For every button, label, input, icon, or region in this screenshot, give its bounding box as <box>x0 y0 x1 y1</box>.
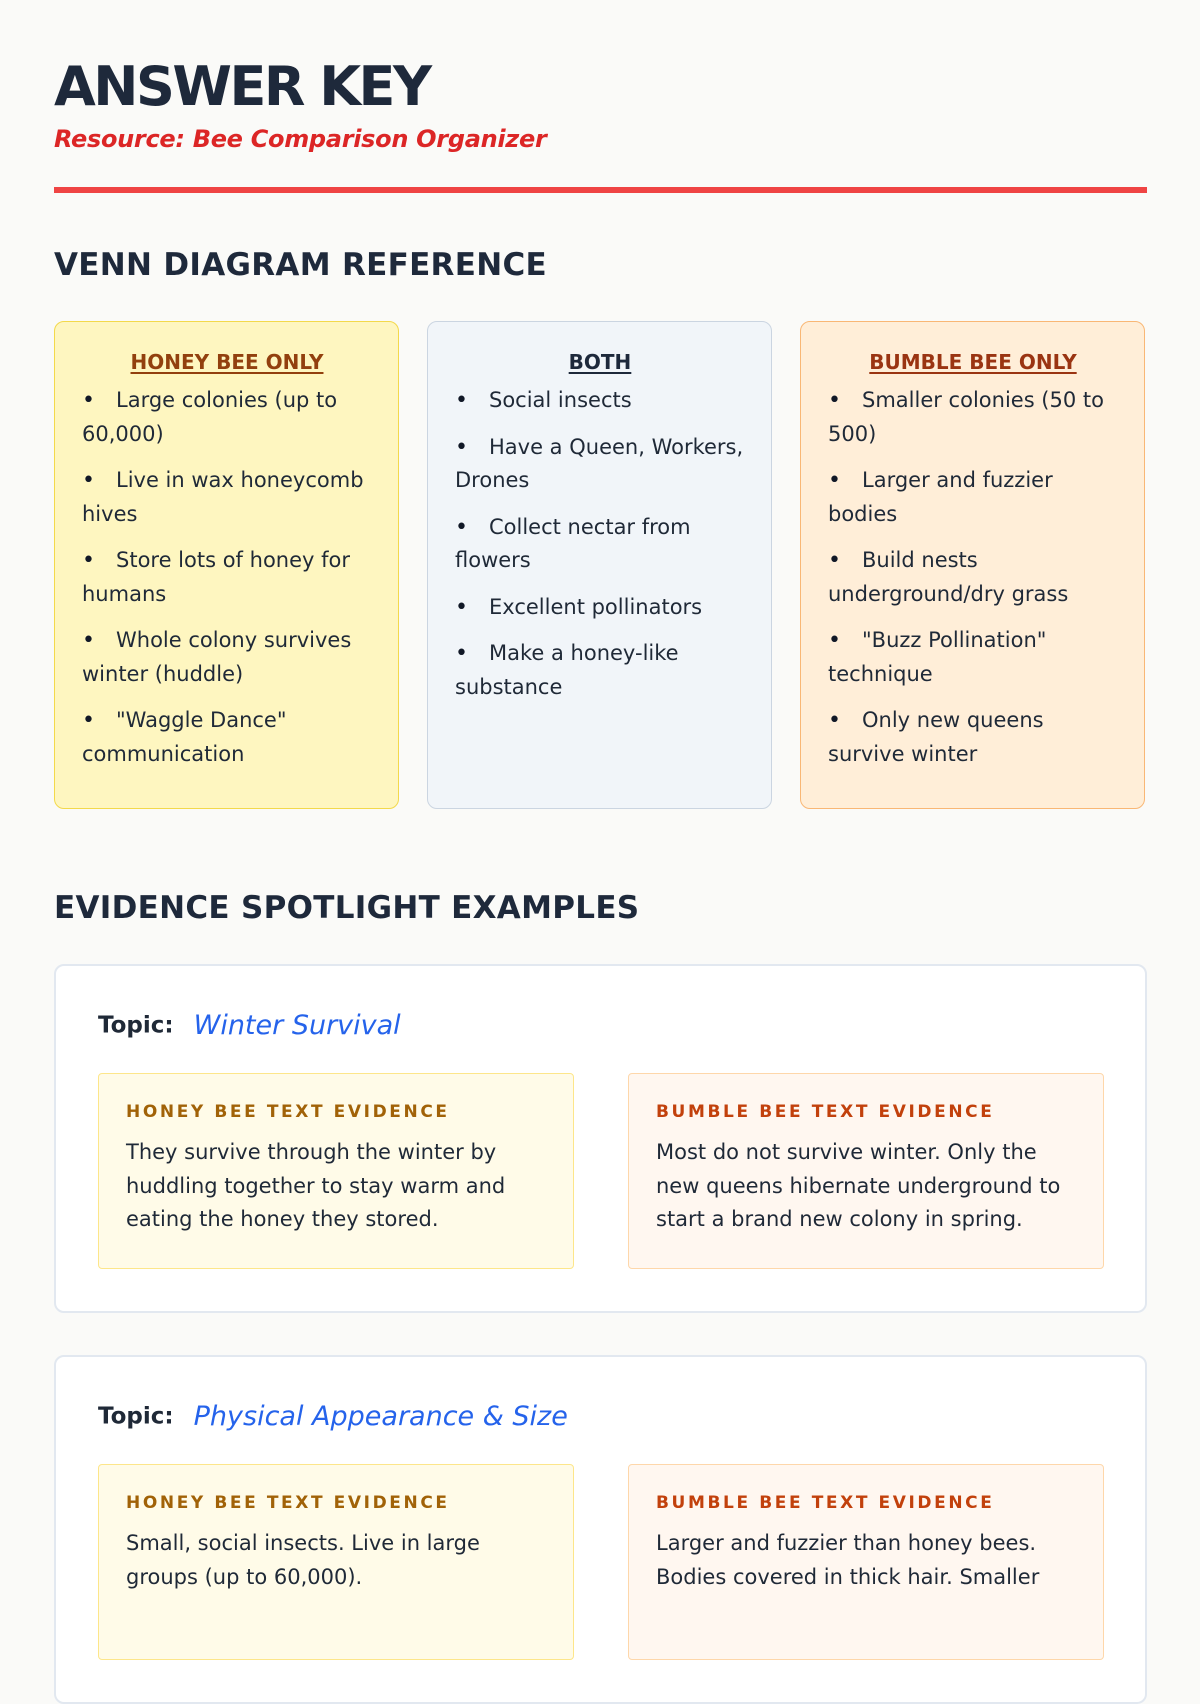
venn-column-honey-bee <box>54 321 399 809</box>
list-item: • Larger and fuzzier bodies <box>828 464 1118 531</box>
list-item: • Excellent pollinators <box>455 591 745 625</box>
list-item: • "Waggle Dance" communication <box>82 704 372 771</box>
header-divider <box>54 187 1147 193</box>
list-item: • Build nests underground/dry grass <box>828 544 1118 611</box>
list-item: • Store lots of honey for humans <box>82 544 372 611</box>
list-item: • Have a Queen, Workers, Drones <box>455 431 745 498</box>
bumble-bee-evidence-text: Most do not survive winter. Only the new queens hibernate underground to start a brand new colony in spring. <box>656 1140 1061 1231</box>
topic-label: Topic: <box>98 1012 174 1039</box>
venn-section-title: VENN DIAGRAM REFERENCE <box>54 247 547 283</box>
honey-bee-evidence-box <box>98 1073 574 1269</box>
venn-list-both <box>455 384 745 704</box>
page-title: ANSWER KEY <box>54 55 430 118</box>
venn-heading-bumble-bee: BUMBLE BEE ONLY <box>869 350 1077 374</box>
topic-row <box>98 1010 401 1046</box>
venn-column-bumble-bee <box>800 321 1145 809</box>
evidence-section-title: EVIDENCE SPOTLIGHT EXAMPLES <box>54 890 640 926</box>
venn-heading-honey-bee: HONEY BEE ONLY <box>130 350 324 374</box>
list-item: • Make a honey-like substance <box>455 637 745 704</box>
topic-value: Winter Survival <box>193 1010 401 1041</box>
list-item: • Large colonies (up to 60,000) <box>82 384 372 451</box>
list-item: • Collect nectar from flowers <box>455 511 745 578</box>
resource-subtitle: Resource: Bee Comparison Organizer <box>54 125 547 153</box>
list-item: • Only new queens survive winter <box>828 704 1118 771</box>
bumble-bee-evidence-heading: BUMBLE BEE TEXT EVIDENCE <box>656 1493 995 1513</box>
list-item: • "Buzz Pollination" technique <box>828 624 1118 691</box>
bumble-bee-evidence-box <box>628 1464 1104 1660</box>
honey-bee-evidence-text: Small, social insects. Live in large groups (up to 60,000). <box>126 1531 480 1589</box>
honey-bee-evidence-heading: HONEY BEE TEXT EVIDENCE <box>126 1102 450 1122</box>
venn-list-honey-bee <box>82 384 372 771</box>
evidence-card-winter-survival <box>54 964 1147 1313</box>
bumble-bee-evidence-heading: BUMBLE BEE TEXT EVIDENCE <box>656 1102 995 1122</box>
venn-column-both <box>427 321 772 809</box>
bumble-bee-evidence-box <box>628 1073 1104 1269</box>
venn-heading-both: BOTH <box>568 350 632 374</box>
honey-bee-evidence-box <box>98 1464 574 1660</box>
honey-bee-evidence-text: They survive through the winter by huddling together to stay warm and eating the honey they stored. <box>126 1140 506 1231</box>
list-item: • Whole colony survives winter (huddle) <box>82 624 372 691</box>
list-item: • Social insects <box>455 384 745 418</box>
venn-list-bumble-bee <box>828 384 1118 771</box>
honey-bee-evidence-heading: HONEY BEE TEXT EVIDENCE <box>126 1493 450 1513</box>
bumble-bee-evidence-text: Larger and fuzzier than honey bees. Bodies covered in thick hair. Smaller <box>656 1531 1040 1589</box>
topic-row <box>98 1401 568 1437</box>
evidence-card-physical-appearance <box>54 1355 1147 1704</box>
topic-label: Topic: <box>98 1403 174 1430</box>
list-item: • Smaller colonies (50 to 500) <box>828 384 1118 451</box>
list-item: • Live in wax honeycomb hives <box>82 464 372 531</box>
topic-value: Physical Appearance & Size <box>193 1401 568 1432</box>
